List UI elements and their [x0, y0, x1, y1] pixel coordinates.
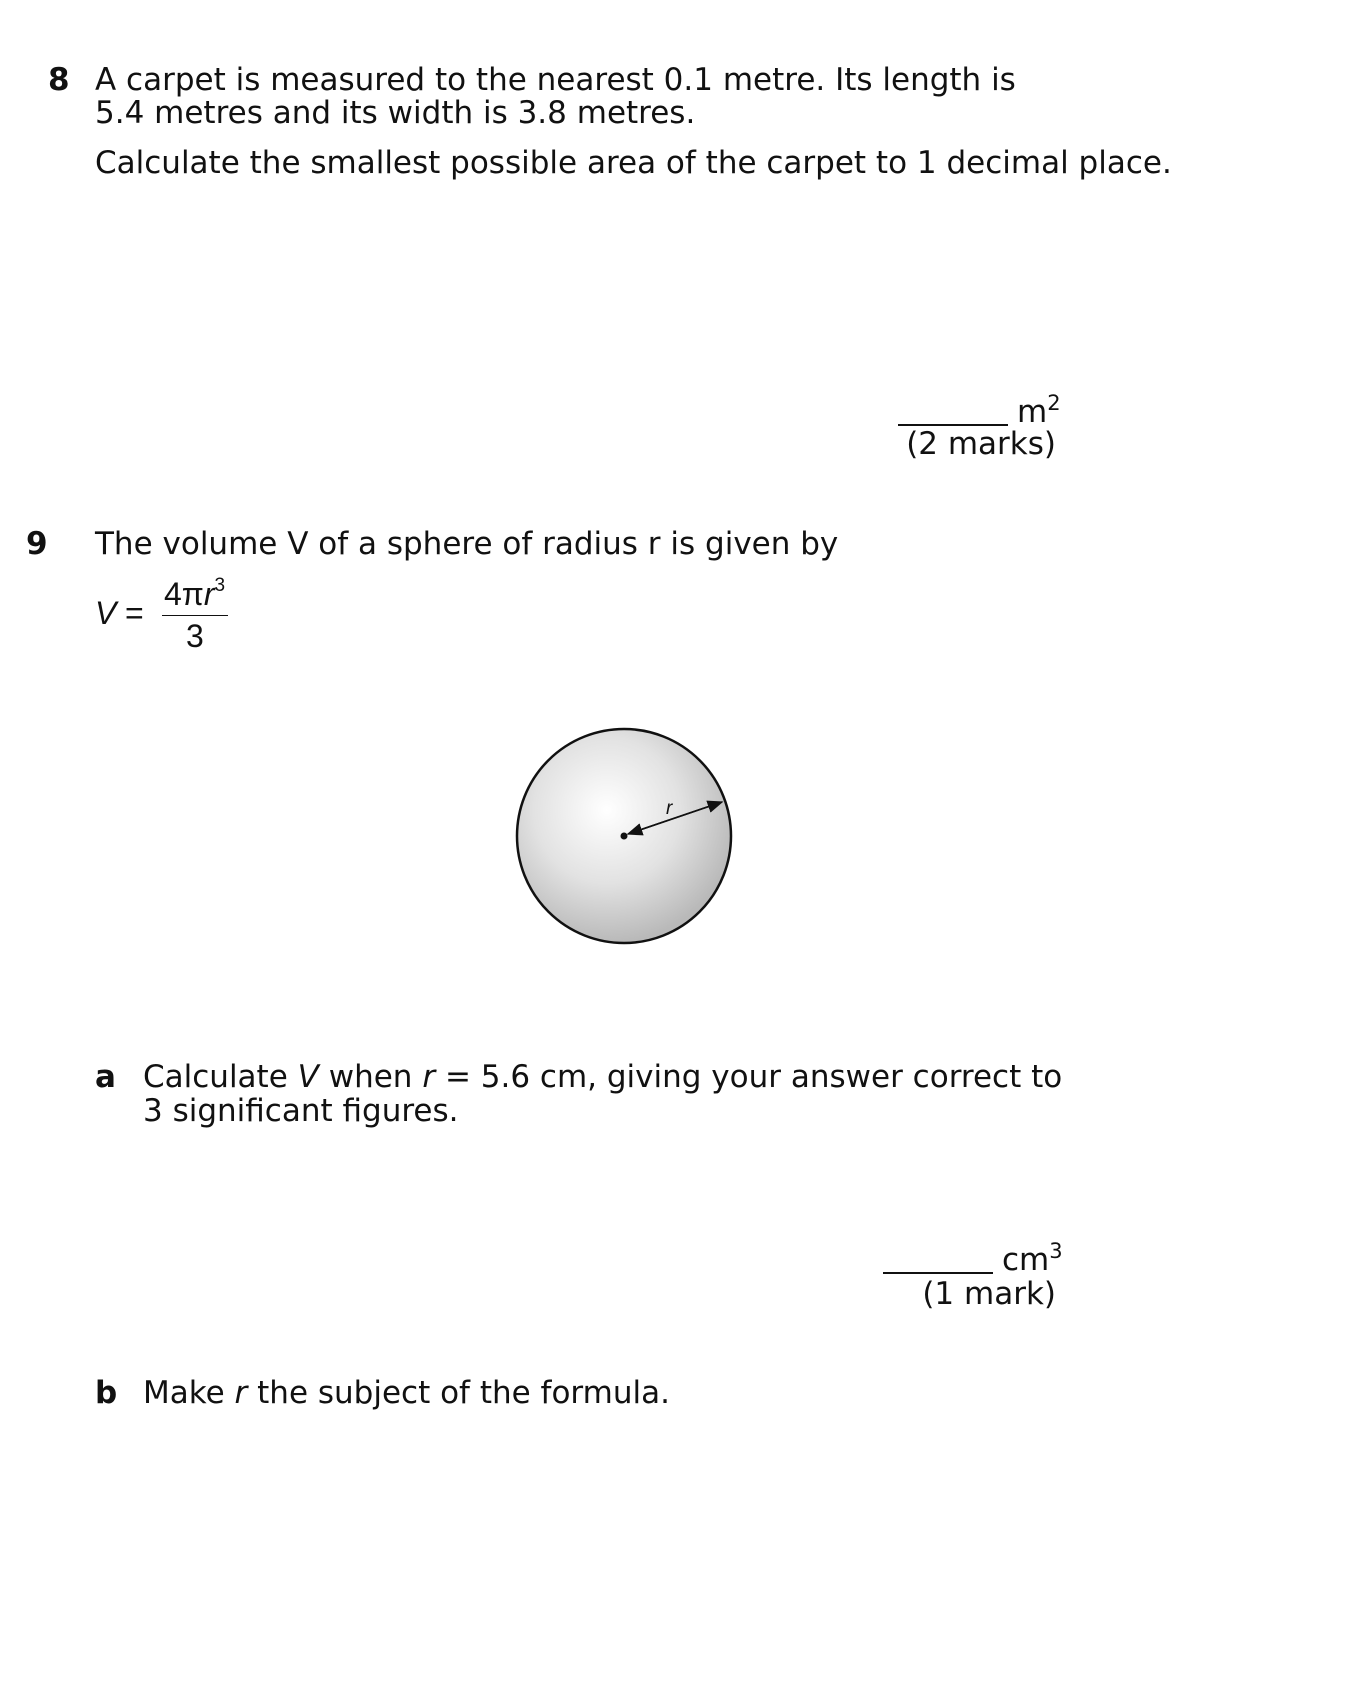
question-8-number: 8: [48, 62, 70, 98]
sphere-diagram: [508, 722, 740, 952]
sphere-center-dot: [621, 833, 628, 840]
question-9-number: 9: [26, 526, 48, 562]
part-b-label: b: [95, 1375, 118, 1411]
question-8-prompt: Calculate the smallest possible area of the carpet to 1 decimal place.: [95, 145, 1172, 181]
part-a-text-line-1: Calculate V when r = 5.6 cm, giving your answer correct to: [143, 1059, 1063, 1095]
question-9-intro: The volume V of a sphere of radius r is given by: [95, 526, 839, 562]
part-a-answer-unit: $cm^3$: [1002, 1239, 1063, 1278]
formula-equals: =: [125, 595, 144, 631]
q8-answer-unit: $m^2$: [1017, 391, 1061, 430]
formula-denominator: 3: [186, 618, 204, 654]
formula-lhs: V: [95, 595, 117, 631]
part-a-label: a: [95, 1059, 116, 1095]
question-8-text-line-2: 5.4 metres and its width is 3.8 metres.: [95, 95, 696, 131]
question-8-text-line-1: A carpet is measured to the nearest 0.1 metre. Its length is: [95, 62, 1016, 98]
part-a-marks: (1 mark): [922, 1276, 1056, 1312]
formula-numerator: $4\pi r^3$: [164, 575, 226, 612]
q8-marks: (2 marks): [906, 426, 1056, 462]
part-a-text-line-2: 3 significant figures.: [143, 1093, 459, 1129]
formula-fraction-bar: [162, 615, 228, 616]
part-b-text: Make r the subject of the formula.: [143, 1375, 670, 1411]
part-a-answer-line[interactable]: [883, 1272, 993, 1274]
radius-label: r: [666, 798, 673, 819]
